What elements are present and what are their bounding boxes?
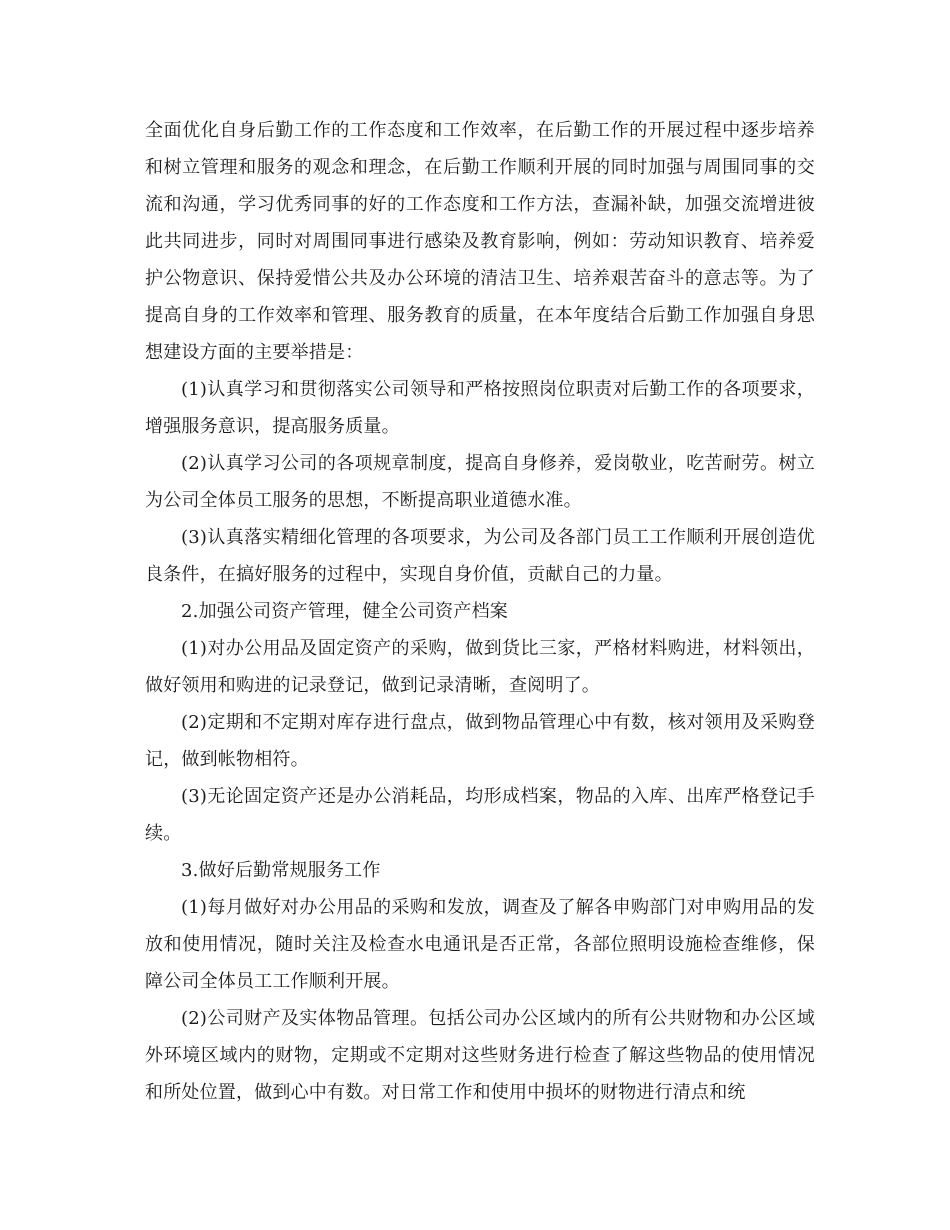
paragraph-item-1-3: (3)认真落实精细化管理的各项要求，为公司及各部门员工工作顺利开展创造优良条件，在搞好服务的过程中，实现自身价值，贡献自己的力量。 (145, 527, 815, 585)
paragraph-item-2-3: (3)无论固定资产还是办公消耗品，均形成档案，物品的入库、出库严格登记手续。 (145, 786, 815, 844)
paragraph-intro: 全面优化自身后勤工作的工作态度和工作效率，在后勤工作的开展过程中逐步培养和树立管理和服务的观念和理念，在后勤工作顺利开展的同时加强与周围同事的交流和沟通，学习优秀同事的好的工作态度和工作方法，查漏补缺，加强交流增进彼此共同进步，同时对周围同事进行感染及教育影响，例如：劳动知识教育、培养爱护公物意识、保持爱惜公共及办公环境的清洁卫生、培养艰苦奋斗的意志等。为了提高自身的工作效率和管理、服务教育的质量，在本年度结合后勤工作加强自身思想建设方面的主要举措是： (145, 120, 815, 363)
section-heading-2: 2.加强公司资产管理，健全公司资产档案 (181, 601, 508, 622)
paragraph-item-2-1: (1)对办公用品及固定资产的采购，做到货比三家，严格材料购进，材料领出，做好领用和购进的记录登记，做到记录清晰，查阅明了。 (145, 638, 815, 696)
paragraph-item-3-2: (2)公司财产及实体物品管理。包括公司办公区域内的所有公共财物和办公区域外环境区域内的财物，定期或不定期对这些财务进行检查了解这些物品的使用情况和所处位置，做到心中有数。对日常工作和使用中损坏的财物进行清点和统 (145, 1008, 815, 1103)
section-heading-3: 3.做好后勤常规服务工作 (181, 860, 381, 881)
paragraph-item-2-2: (2)定期和不定期对库存进行盘点，做到物品管理心中有数，核对领用及采购登记，做到帐物相符。 (145, 712, 815, 770)
document-body (145, 112, 815, 1111)
paragraph-item-1-1: (1)认真学习和贯彻落实公司领导和严格按照岗位职责对后勤工作的各项要求，增强服务意识，提高服务质量。 (145, 379, 815, 437)
paragraph-item-1-2: (2)认真学习公司的各项规章制度，提高自身修养，爱岗敬业，吃苦耐劳。树立为公司全体员工服务的思想，不断提高职业道德水准。 (145, 453, 815, 511)
paragraph-item-3-1: (1)每月做好对办公用品的采购和发放，调查及了解各申购部门对申购用品的发放和使用情况，随时关注及检查水电通讯是否正常，各部位照明设施检查维修，保障公司全体员工工作顺利开展。 (145, 897, 815, 992)
